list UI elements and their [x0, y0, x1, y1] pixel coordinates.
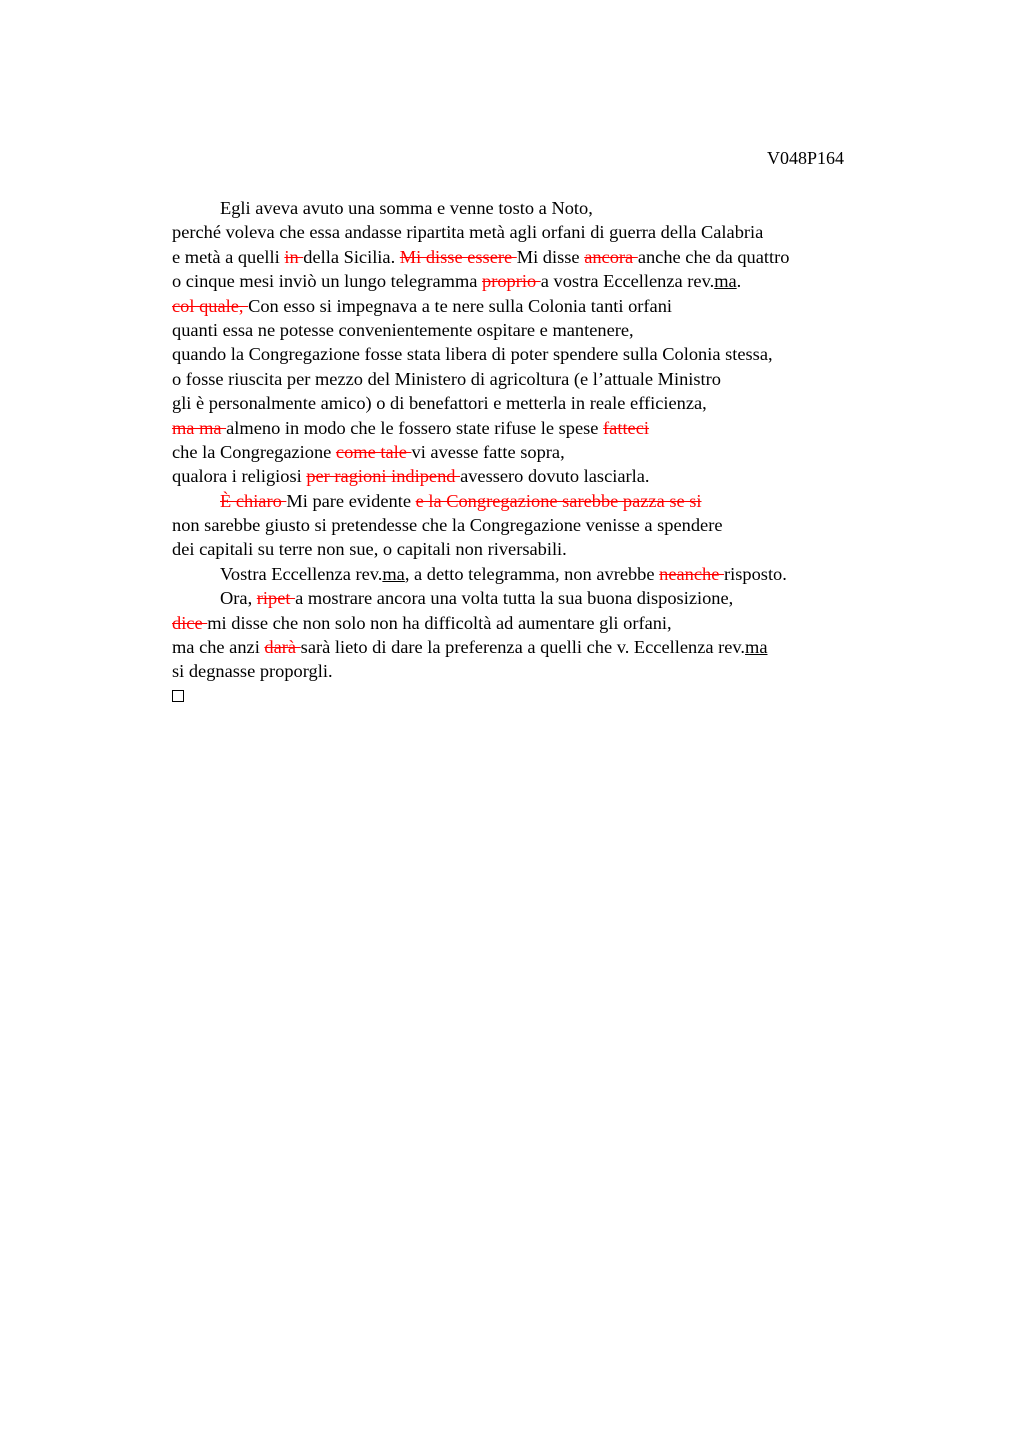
- line-text: perché voleva che essa andasse ripartita metà agli orfani di guerra della Calabria: [172, 222, 764, 243]
- deleted-text: neanche: [659, 563, 724, 584]
- text-line: [172, 464, 892, 488]
- deleted-text: e la Congregazione sarebbe pazza se si: [415, 490, 702, 511]
- deleted-text: ancora: [584, 246, 638, 267]
- line-text: si degnasse proporgli.: [172, 661, 333, 682]
- line-text: o fosse riuscita per mezzo del Ministero di agricoltura (e l’attuale Ministro: [172, 368, 721, 389]
- line-text: Mi pare evidente: [286, 490, 416, 511]
- line-text: quanti essa ne potesse convenientemente ospitare e mantenere,: [172, 319, 634, 340]
- line-text: ma che anzi: [172, 637, 265, 658]
- text-line: [172, 586, 892, 610]
- text-line: [172, 611, 892, 635]
- line-text: avessero dovuto lasciarla.: [460, 466, 650, 487]
- line-text: vi avesse fatte sopra,: [411, 441, 565, 462]
- line-text: Vostra Eccellenza rev.: [220, 563, 383, 584]
- line-text: quando la Congregazione fosse stata libera di poter spendere sulla Colonia stessa,: [172, 344, 773, 365]
- text-line: [172, 635, 892, 659]
- text-line: [172, 342, 892, 366]
- deleted-text: ma ma: [172, 417, 227, 438]
- line-text: gli è personalmente amico) o di benefattori e metterla in reale efficienza,: [172, 393, 707, 414]
- line-text: , a detto telegramma, non avrebbe: [404, 563, 660, 584]
- text-line: [172, 489, 892, 513]
- text-line: [172, 562, 892, 586]
- text-line: [172, 196, 892, 220]
- text-line: [172, 440, 892, 464]
- page-identifier: V048P164: [766, 148, 844, 168]
- line-text: non sarebbe giusto si pretendesse che la Congregazione venisse a spendere: [172, 515, 723, 536]
- underlined-text: ma: [745, 637, 768, 658]
- deleted-text: ripet: [256, 588, 296, 609]
- deleted-text: darà: [264, 637, 301, 658]
- line-text: e metà a quelli: [172, 246, 285, 267]
- text-line: [172, 318, 892, 342]
- line-text: a mostrare ancora una volta tutta la sua buona disposizione,: [295, 588, 734, 609]
- line-text: Mi disse: [516, 246, 585, 267]
- document-body: [172, 196, 892, 708]
- underlined-text: ma: [382, 563, 405, 584]
- text-line: [172, 513, 892, 537]
- line-text: o cinque mesi inviò un lungo telegramma: [172, 271, 483, 292]
- square-icon: [172, 690, 184, 702]
- line-text: dei capitali su terre non sue, o capitali non riversabili.: [172, 539, 567, 560]
- deleted-text: dice: [172, 612, 208, 633]
- text-line: [172, 416, 892, 440]
- text-line: [172, 367, 892, 391]
- text-line: [172, 245, 892, 269]
- line-text: a vostra Eccellenza rev.: [540, 271, 715, 292]
- deleted-text: fatteci: [603, 417, 649, 438]
- deleted-text: È chiaro: [220, 490, 287, 511]
- text-line: [172, 294, 892, 318]
- deleted-text: per ragioni indipend: [306, 466, 461, 487]
- line-text: qualora i religiosi: [172, 466, 307, 487]
- line-text: sarà lieto di dare la preferenza a quelli che v. Eccellenza rev.: [300, 637, 746, 658]
- line-text: almeno in modo che le fossero state rifuse le spese: [226, 417, 604, 438]
- text-line: [172, 537, 892, 561]
- deleted-text: Mi disse essere: [399, 246, 517, 267]
- line-text: mi disse che non solo non ha difficoltà ad aumentare gli orfani,: [207, 612, 672, 633]
- deleted-text: in: [284, 246, 304, 267]
- line-text: .: [736, 271, 742, 292]
- line-text: risposto.: [724, 563, 787, 584]
- line-text: che la Congregazione: [172, 441, 336, 462]
- line-text: Ora,: [220, 588, 257, 609]
- end-marker-line: [172, 684, 892, 708]
- text-line: [172, 220, 892, 244]
- deleted-text: come tale: [335, 441, 412, 462]
- line-text: anche che da quattro: [637, 246, 790, 267]
- underlined-text: ma: [714, 271, 737, 292]
- line-text: Con esso si impegnava a te nere sulla Colonia tanti orfani: [248, 295, 672, 316]
- text-line: [172, 269, 892, 293]
- deleted-text: col quale,: [172, 295, 249, 316]
- text-line: [172, 391, 892, 415]
- line-text: Egli aveva avuto una somma e venne tosto a Noto,: [220, 198, 593, 218]
- deleted-text: proprio: [482, 271, 541, 292]
- text-line: [172, 659, 892, 683]
- line-text: della Sicilia.: [303, 246, 400, 267]
